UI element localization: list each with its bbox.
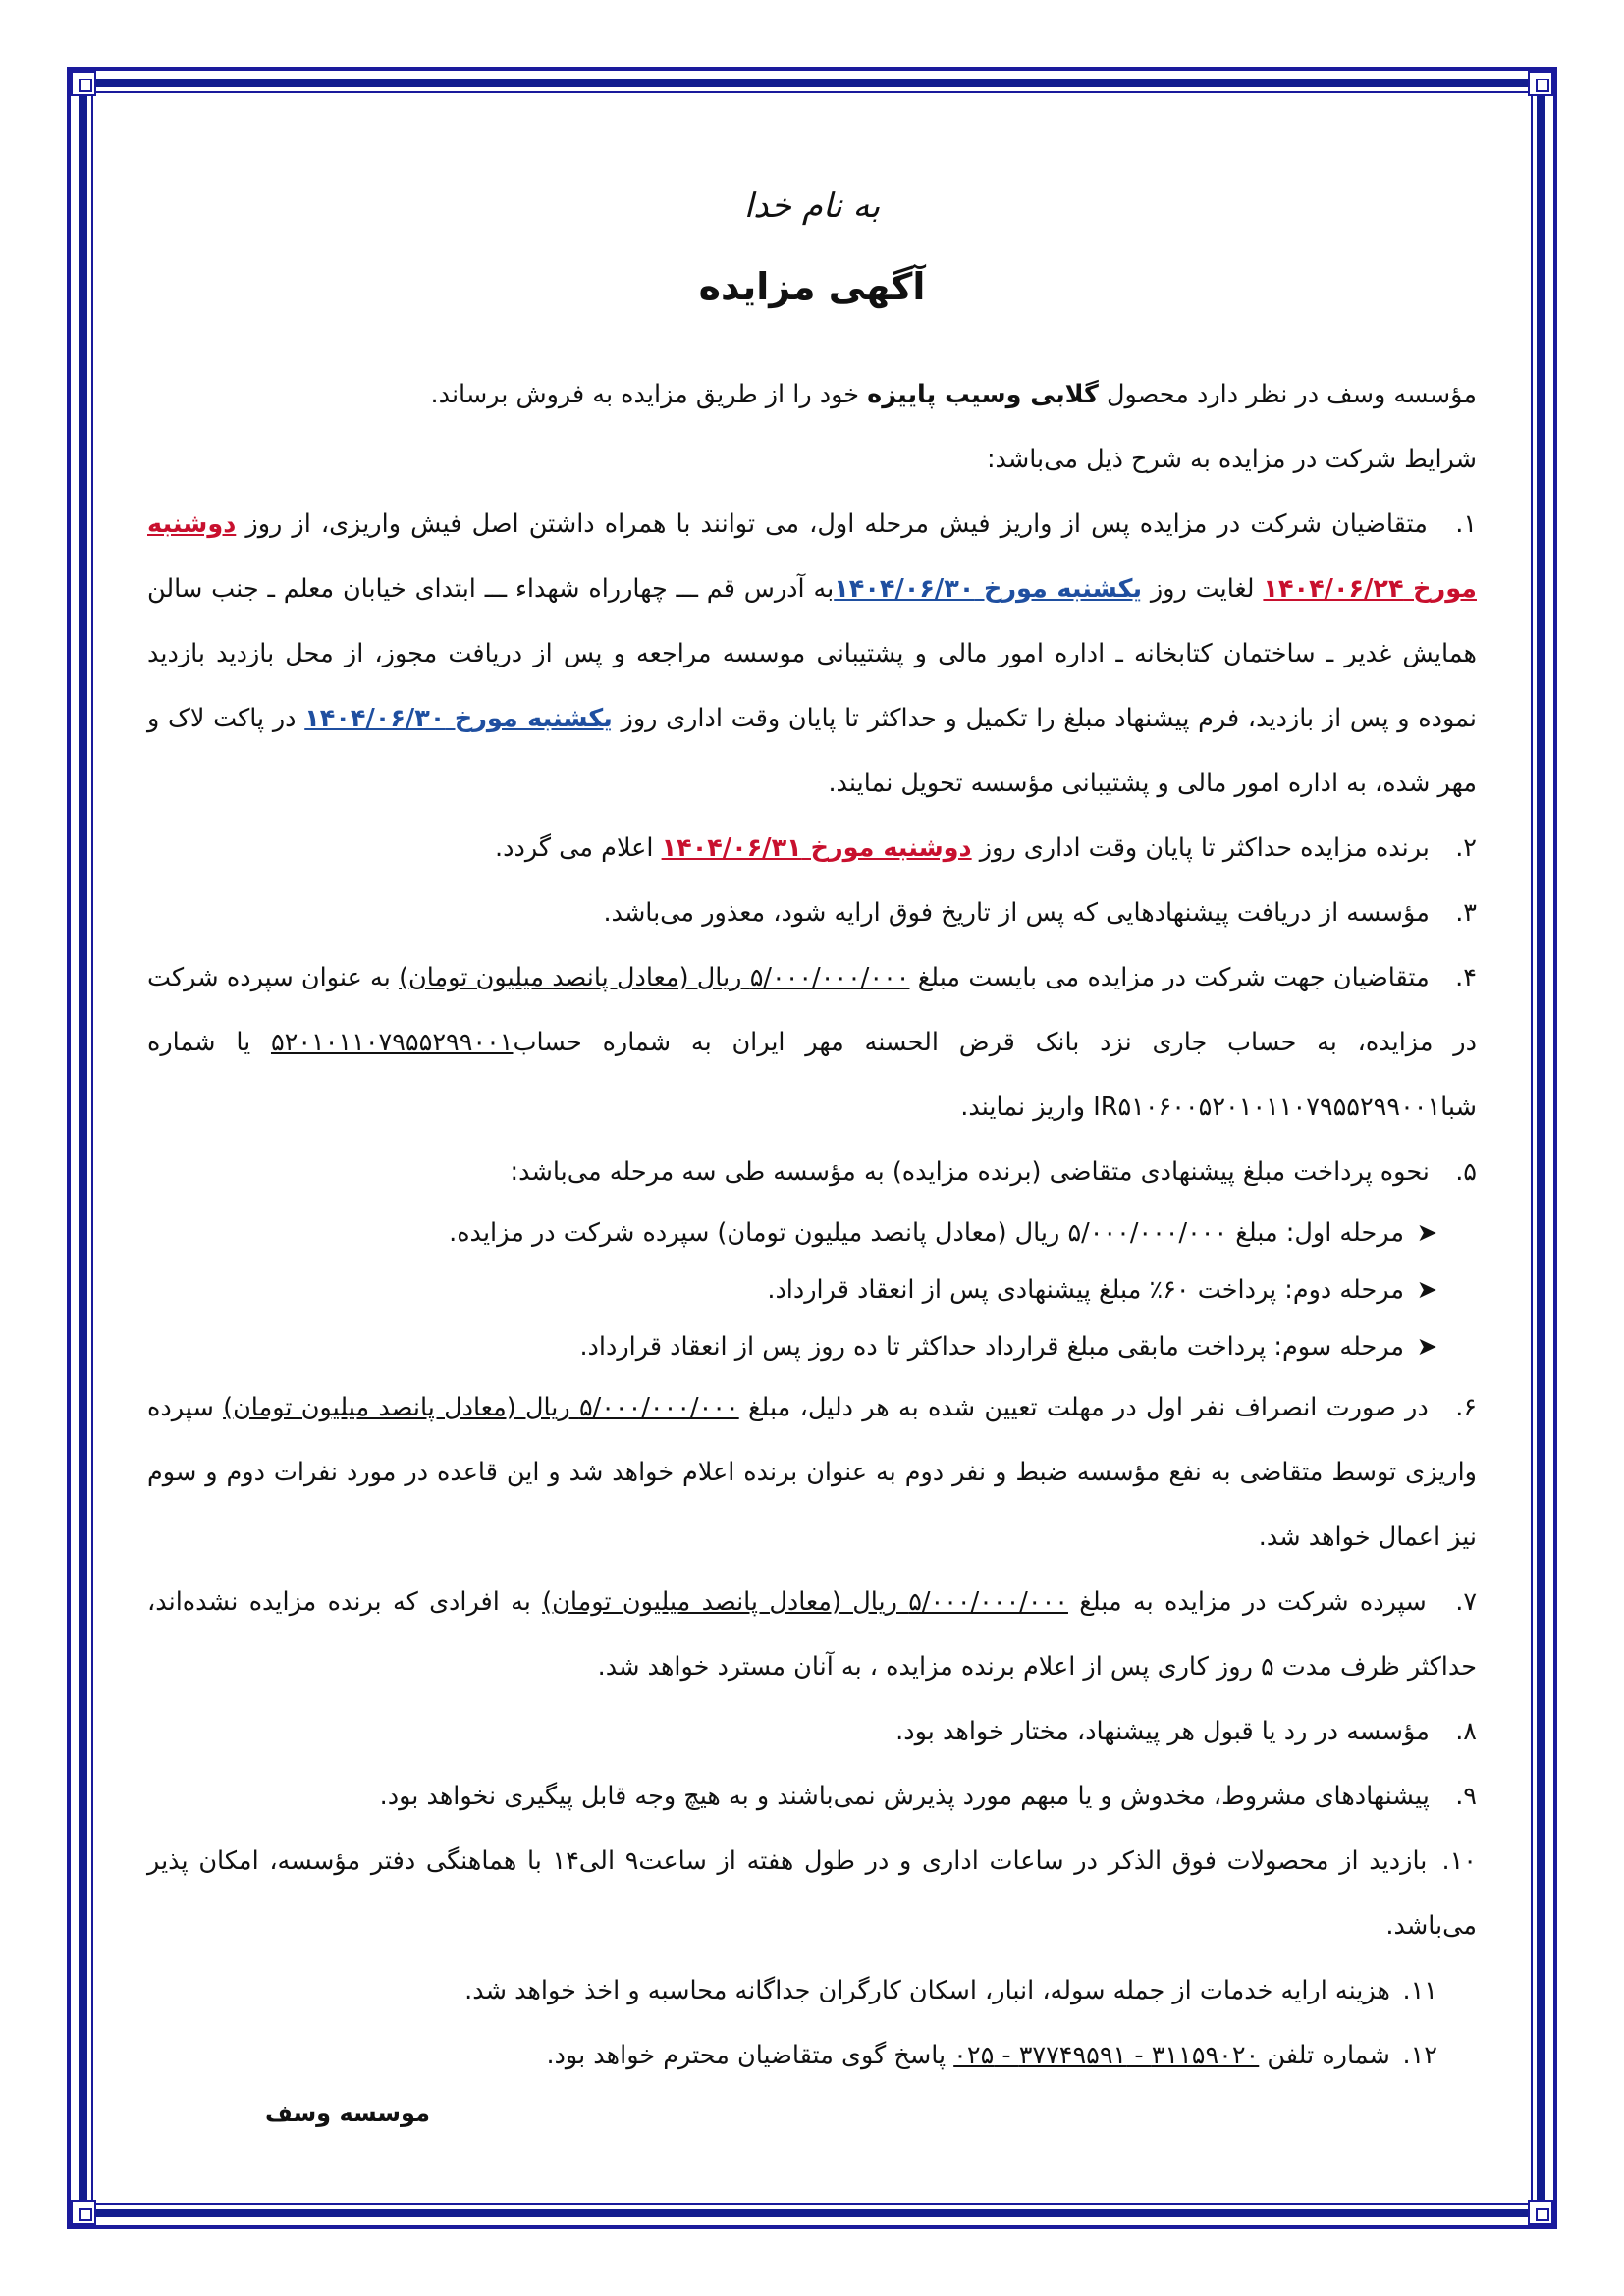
item-text: در صورت انصراف نفر اول در مهلت تعیین شده به هر دلیل، مبلغ xyxy=(738,1393,1429,1422)
condition-item-6 xyxy=(147,1375,1477,1570)
stage-text: مرحله سوم: پرداخت مابقی مبلغ قرارداد حداکثر تا ده روز پس از انعقاد قرارداد. xyxy=(579,1332,1404,1362)
condition-item-7 xyxy=(147,1570,1477,1699)
intro-paragraph xyxy=(147,362,1477,427)
item-text: لغایت روز xyxy=(1142,574,1264,604)
date-winner-announcement: دوشنبه مورخ ۱۴۰۴/۰۶/۳۱ xyxy=(661,833,972,863)
document-body xyxy=(147,187,1477,2127)
item-number: ۳. xyxy=(1455,898,1477,928)
item-text: مؤسسه از دریافت پیشنهادهایی که پس از تاریخ فوق ارایه شود، معذور می‌باشد. xyxy=(603,898,1430,928)
condition-item-3 xyxy=(147,881,1477,945)
item-text: به عنوان سپرده شرکت در مزایده، به حساب جاری نزد بانک قرض الحسنه مهر ایران به شماره حساب xyxy=(147,963,1477,1057)
item-text: متقاضیان شرکت در مزایده پس از واریز فیش مرحله اول، می توانند با همراه داشتن اصل فیش واریزی، از روز xyxy=(236,509,1428,539)
item-number: ۷. xyxy=(1455,1587,1478,1617)
item-text: مؤسسه در رد یا قبول هر پیشنهاد، مختار خواهد بود. xyxy=(895,1717,1430,1746)
product-name: گلابی وسیب پاییزه xyxy=(867,380,1099,409)
account-number: ۵۲۰۱۰۱۱۰۷۹۵۵۲۹۹۰۰۱ xyxy=(270,1028,514,1057)
item-text: به افرادی که برنده مزایده نشده‌اند، حداکثر ظرف مدت ۵ روز کاری پس از اعلام برنده مزایده ، به آنان مسترد خواهد شد. xyxy=(147,1587,1477,1682)
item-text: اعلام می گردد. xyxy=(495,833,662,863)
arrow-bullet-icon: ➤ xyxy=(1416,1332,1437,1362)
item-text: پیشنهادهای مشروط، مخدوش و یا مبهم مورد پذیرش نمی‌باشند و به هیچ وجه قابل پیگیری نخواهد بود. xyxy=(379,1782,1430,1811)
item-number: ۶. xyxy=(1455,1393,1477,1422)
basmala: به نام خدا xyxy=(743,187,881,226)
frame-corner-ornament xyxy=(1528,71,1553,96)
item-number: ۴. xyxy=(1455,963,1477,992)
refund-amount: ۵/۰۰۰/۰۰۰/۰۰۰ ریال (معادل پانصد میلیون تومان) xyxy=(542,1587,1068,1617)
condition-item-11 xyxy=(147,1958,1477,2023)
phone-numbers: ۳۱۱۵۹۰۲۰ - ۳۷۷۴۹۵۹۱ - ۰۲۵ xyxy=(953,2041,1260,2070)
condition-item-2 xyxy=(147,816,1477,881)
forfeit-amount: ۵/۰۰۰/۰۰۰/۰۰۰ ریال (معادل پانصد میلیون تومان) xyxy=(223,1393,739,1422)
conditions-intro: شرایط شرکت در مزایده به شرح ذیل می‌باشد: xyxy=(986,445,1477,474)
item-number: ۹. xyxy=(1455,1782,1477,1811)
item-text: واریز نمایند. xyxy=(960,1093,1094,1122)
item-number: ۱۰. xyxy=(1441,1846,1477,1876)
item-text: هزینه ارایه خدمات از جمله سوله، انبار، اسکان کارگران جداگانه محاسبه و اخذ خواهد شد. xyxy=(464,1976,1390,2005)
item-number: ۱. xyxy=(1455,509,1478,539)
item-text: سپرده واریزی توسط متقاضی به نفع مؤسسه ضبط و نفر دوم به عنوان برنده اعلام خواهد شد و این قاعده در مورد نفرات دوم و سوم نیز اعمال خواهد شد. xyxy=(147,1393,1477,1552)
date-end: یکشنبه مورخ ۱۴۰۴/۰۶/۳۰ xyxy=(834,574,1143,604)
item-text: بازدید از محصولات فوق الذکر در ساعات اداری و در طول هفته از ساعت۹ الی۱۴ با هماهنگی دفتر مؤسسه، امکان پذیر می‌باشد. xyxy=(147,1846,1477,1941)
intro-text-before: مؤسسه وسف در نظر دارد محصول xyxy=(1098,380,1477,409)
date-deadline: یکشنبه مورخ ۱۴۰۴/۰۶/۳۰ xyxy=(304,704,613,733)
frame-corner-ornament xyxy=(1528,2200,1553,2225)
condition-item-9 xyxy=(147,1764,1477,1829)
item-number: ۱۲. xyxy=(1402,2041,1437,2070)
stage-text: مرحله دوم: پرداخت ۶۰٪ مبلغ پیشنهادی پس از انعقاد قرارداد. xyxy=(767,1275,1404,1305)
stage-text: مرحله اول: مبلغ ۵/۰۰۰/۰۰۰/۰۰۰ ریال (معادل پانصد میلیون تومان) سپرده شرکت در مزایده. xyxy=(449,1218,1404,1248)
condition-item-1 xyxy=(147,492,1477,816)
intro-text-after: خود را از طریق مزایده به فروش برساند. xyxy=(430,380,868,409)
arrow-bullet-icon: ➤ xyxy=(1416,1218,1437,1248)
item-text: متقاضیان جهت شرکت در مزایده می بایست مبلغ xyxy=(909,963,1430,992)
condition-item-10 xyxy=(147,1829,1477,1958)
condition-item-12 xyxy=(147,2023,1477,2088)
payment-stage-2 xyxy=(147,1261,1477,1318)
item-number: ۵. xyxy=(1455,1157,1477,1187)
item-text: سپرده شرکت در مزایده به مبلغ xyxy=(1067,1587,1427,1617)
frame-corner-ornament xyxy=(71,71,96,96)
item-number: ۱۱. xyxy=(1402,1976,1437,2005)
deposit-amount: ۵/۰۰۰/۰۰۰/۰۰۰ ریال (معادل پانصد میلیون تومان) xyxy=(399,963,910,992)
document-title: آگهی مزایده xyxy=(698,265,926,308)
item-text: پاسخ گوی متقاضیان محترم خواهد بود. xyxy=(546,2041,954,2070)
item-number: ۲. xyxy=(1455,833,1477,863)
item-text: شماره تلفن xyxy=(1259,2041,1390,2070)
item-number: ۸. xyxy=(1455,1717,1477,1746)
item-text: برنده مزایده حداکثر تا پایان وقت اداری روز xyxy=(971,833,1430,863)
payment-stage-3 xyxy=(147,1318,1477,1375)
signature-institution: موسسه وسف xyxy=(265,2100,430,2127)
arrow-bullet-icon: ➤ xyxy=(1416,1275,1437,1305)
item-text: یا شماره شبا xyxy=(147,1028,1477,1122)
item-text: به آدرس قم ـــ چهارراه شهداء ـــ ابتدای خیابان معلم ـ جنب سالن همایش غدیر ـ ساختمان کتابخانه ـ اداره امور مالی و پشتیبانی موسسه مراجعه و پس از دریافت مجوز، از محل بازدید بازدید نموده و پس از بازدید، فرم پیشنهاد مبلغ را تکمیل و حداکثر تا پایان وقت اداری روز xyxy=(147,574,1477,733)
date-start: دوشنبه مورخ ۱۴۰۴/۰۶/۲۴ xyxy=(147,509,1477,604)
item-text: نحوه پرداخت مبلغ پیشنهادی متقاضی (برنده مزایده) به مؤسسه طی سه مرحله می‌باشد: xyxy=(510,1157,1430,1187)
condition-item-8 xyxy=(147,1699,1477,1764)
condition-item-5 xyxy=(147,1140,1477,1204)
condition-item-4 xyxy=(147,945,1477,1140)
item-text: در پاکت لاک و مهر شده، به اداره امور مالی و پشتیبانی مؤسسه تحویل نمایند. xyxy=(147,704,1477,798)
payment-stage-1 xyxy=(147,1204,1477,1261)
sheba-number: IR۵۱۰۶۰۰۵۲۰۱۰۱۱۰۷۹۵۵۲۹۹۰۰۱ xyxy=(1093,1093,1441,1122)
frame-corner-ornament xyxy=(71,2200,96,2225)
